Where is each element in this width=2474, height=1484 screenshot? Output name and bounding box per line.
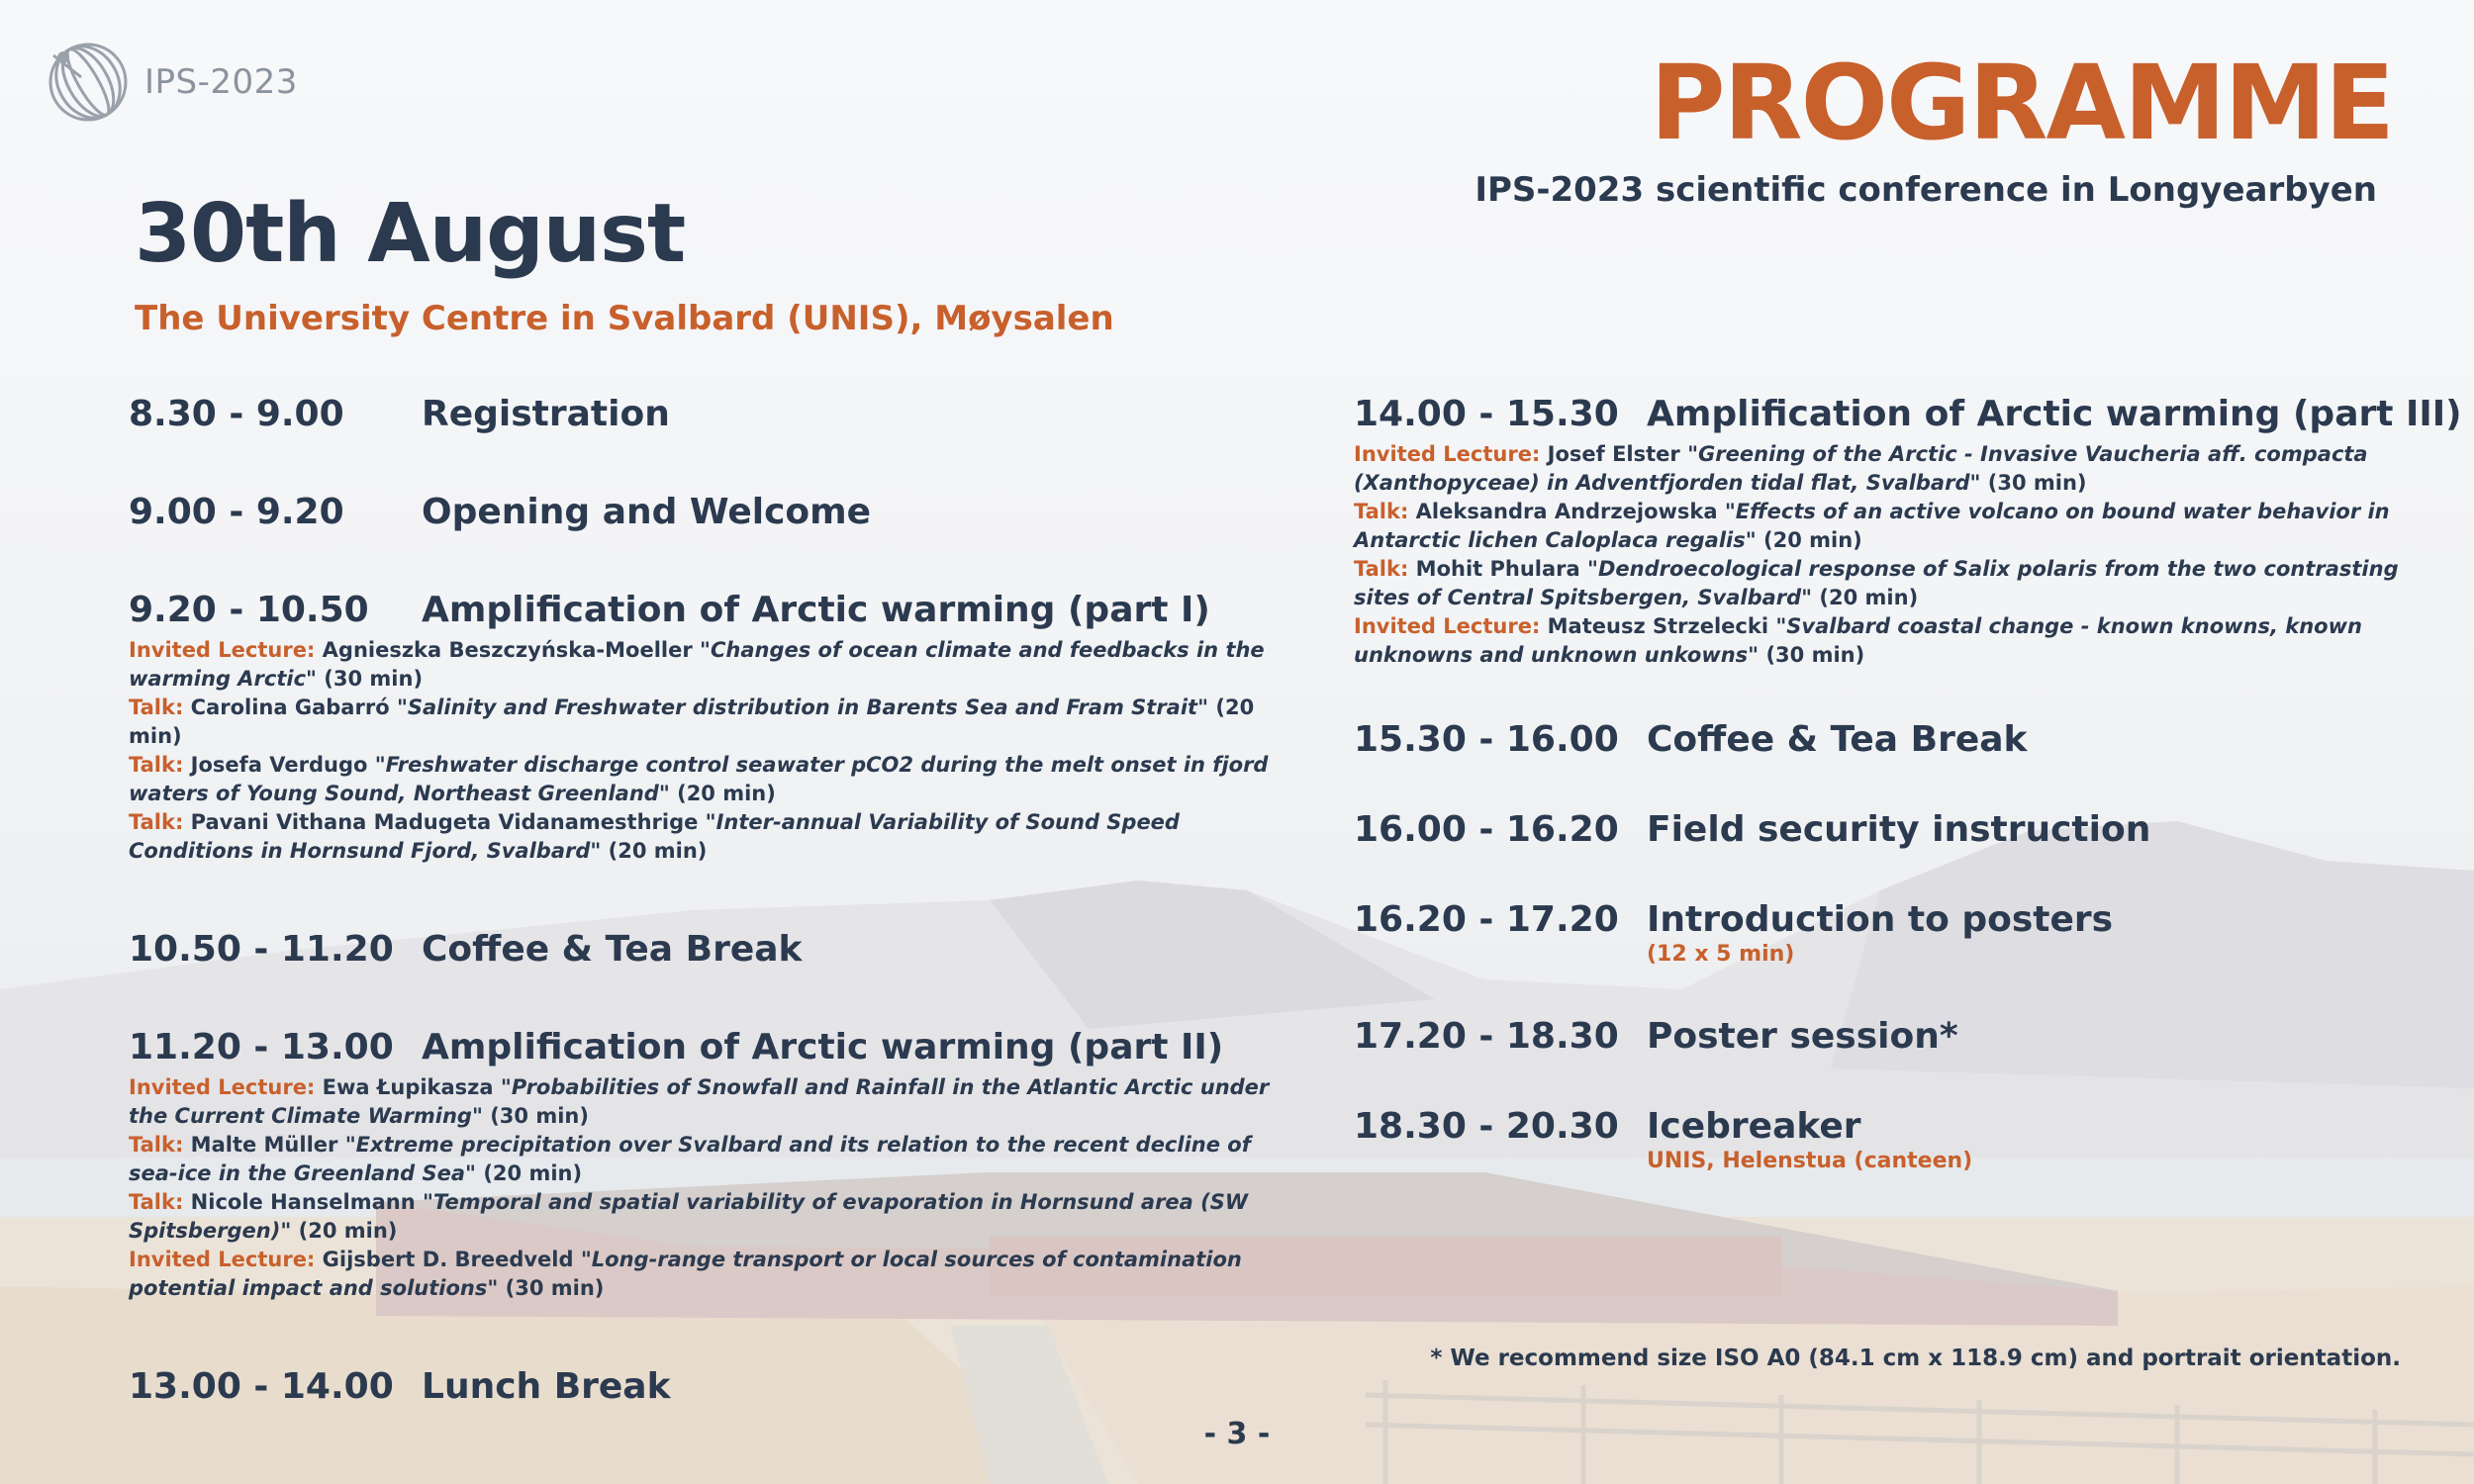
session-title: Field security instruction <box>1647 809 2151 850</box>
session-time: 16.20 - 17.20 <box>1354 899 1619 940</box>
session-title: Lunch Break <box>422 1366 671 1407</box>
talk-item <box>129 694 1277 751</box>
talk-speaker: Agnieszka Beszczyńska-Moeller <box>322 638 693 662</box>
session-block <box>129 1027 1277 1303</box>
session-block <box>1354 899 2403 967</box>
talk-list <box>129 636 1277 866</box>
header-logo <box>42 36 298 129</box>
talk-speaker: Pavani Vithana Madugeta Vidanamesthrige <box>190 810 699 834</box>
session-block <box>129 1366 1277 1407</box>
session-title: Amplification of Arctic warming (part II) <box>422 1027 1224 1067</box>
talk-duration: (30 min) <box>1987 471 2087 495</box>
talk-speaker: Carolina Gabarró <box>190 696 390 719</box>
talk-duration: (20 min) <box>298 1219 398 1243</box>
talk-speaker: Malte Müller <box>190 1133 338 1157</box>
talk-duration: (20 min) <box>1819 586 1919 609</box>
talk-speaker: Ewa Łupikasza <box>322 1075 494 1099</box>
talk-type: Talk: <box>1354 557 1409 581</box>
talk-title: "Greening of the Arctic - Invasive Vaucheria aff. compacta (Xanthopyceae) in Adventfjorden tidal flat, Svalbard" <box>1354 442 2368 495</box>
talk-speaker: Mateusz Strzelecki <box>1547 614 1769 638</box>
session-time: 9.00 - 9.20 <box>129 492 344 532</box>
session-block <box>1354 719 2403 760</box>
brand-name: IPS-2023 <box>144 62 298 102</box>
talk-speaker: Gijsbert D. Breedveld <box>322 1248 574 1271</box>
talk-duration: (20 min) <box>483 1161 583 1185</box>
session-time: 11.20 - 13.00 <box>129 1027 394 1067</box>
talk-title: "Changes of ocean climate and feedbacks in the warming Arctic" <box>129 638 1265 691</box>
session-note: UNIS, Helenstua (canteen) <box>1647 1149 1973 1173</box>
talk-speaker: Mohit Phulara <box>1415 557 1580 581</box>
talk-duration: (30 min) <box>490 1104 589 1128</box>
talk-duration: (30 min) <box>324 667 424 691</box>
talk-duration: (20 min) <box>1763 528 1862 552</box>
page-subtitle: IPS-2023 scientific conference in Longyearbyen <box>1475 170 2377 210</box>
session-block <box>129 929 1277 970</box>
talk-title: "Freshwater discharge control seawater pCO2 during the melt onset in fjord waters of Young Sound, Northeast Greenland" <box>129 753 1269 805</box>
session-title: Coffee & Tea Break <box>1647 719 2028 760</box>
talk-title: "Inter-annual Variability of Sound Speed Conditions in Hornsund Fjord, Svalbard" <box>129 810 1180 863</box>
page-title: PROGRAMME <box>1650 43 2393 163</box>
talk-item <box>129 1073 1277 1131</box>
session-block <box>1354 394 2462 670</box>
session-time: 16.00 - 16.20 <box>1354 809 1619 850</box>
session-row <box>1354 394 2462 434</box>
talk-type: Invited Lecture: <box>129 1075 316 1099</box>
talk-duration: (30 min) <box>505 1276 605 1300</box>
session-block <box>1354 1016 2403 1057</box>
talk-type: Invited Lecture: <box>129 1248 316 1271</box>
poster-size-footnote: * We recommend size ISO A0 (84.1 cm x 118.9 cm) and portrait orientation. <box>1430 1345 2401 1371</box>
talk-item <box>129 1188 1277 1246</box>
talk-type: Invited Lecture: <box>1354 614 1541 638</box>
session-row <box>1354 1016 2403 1057</box>
talk-title: "Svalbard coastal change - known knowns, known unknowns and unknown unkowns" <box>1354 614 2362 667</box>
schedule-right-column <box>1354 394 2462 1173</box>
session-block <box>1354 809 2403 850</box>
session-row <box>1354 719 2403 760</box>
talk-type: Talk: <box>129 1133 184 1157</box>
talk-item <box>1354 612 2403 670</box>
talk-duration: (20 min) <box>677 782 776 805</box>
schedule-left-column <box>129 394 1277 1407</box>
session-block <box>129 492 1277 532</box>
talk-list <box>129 1073 1277 1303</box>
talk-item <box>129 751 1277 808</box>
session-title: Icebreaker <box>1647 1106 1861 1147</box>
talk-title: "Long-range transport or local sources of contamination potential impact and solutions" <box>129 1248 1242 1300</box>
talk-title: "Extreme precipitation over Svalbard and its relation to the recent decline of sea-ice in the Greenland Sea" <box>129 1133 1251 1185</box>
session-note: (12 x 5 min) <box>1647 942 1795 967</box>
talk-speaker: Josefa Verdugo <box>190 753 368 777</box>
talk-speaker: Nicole Hanselmann <box>190 1190 416 1214</box>
talk-type: Talk: <box>129 1190 184 1214</box>
session-row <box>1354 809 2403 850</box>
talk-title: "Effects of an active volcano on bound water behavior in Antarctic lichen Caloplaca regalis" <box>1354 500 2390 552</box>
session-time: 13.00 - 14.00 <box>129 1366 394 1407</box>
talk-item <box>1354 440 2403 498</box>
talk-type: Talk: <box>129 696 184 719</box>
session-row <box>129 1366 1277 1407</box>
session-title: Introduction to posters <box>1647 899 2114 940</box>
session-title: Poster session* <box>1647 1016 1958 1057</box>
session-row <box>129 492 1277 532</box>
talk-duration: (20 min) <box>129 696 1255 748</box>
globe-logo-icon <box>42 36 135 129</box>
talk-item <box>1354 555 2403 612</box>
session-title: Registration <box>422 394 670 434</box>
session-time: 14.00 - 15.30 <box>1354 394 1619 434</box>
session-title: Opening and Welcome <box>422 492 872 532</box>
talk-duration: (30 min) <box>1765 643 1865 667</box>
session-time: 18.30 - 20.30 <box>1354 1106 1619 1147</box>
talk-duration: (20 min) <box>608 839 708 863</box>
session-row <box>1354 899 2403 940</box>
session-row <box>129 929 1277 970</box>
session-row <box>129 394 1277 434</box>
session-time: 15.30 - 16.00 <box>1354 719 1619 760</box>
talk-title: "Temporal and spatial variability of evaporation in Hornsund area (SW Spitsbergen)" <box>129 1190 1249 1243</box>
talk-item <box>129 1131 1277 1188</box>
talk-type: Talk: <box>1354 500 1409 523</box>
session-time: 9.20 - 10.50 <box>129 590 369 630</box>
session-row <box>1354 1106 2403 1147</box>
talk-type: Invited Lecture: <box>129 638 316 662</box>
talk-type: Talk: <box>129 810 184 834</box>
page-number: - 3 - <box>1203 1417 1271 1451</box>
talk-item <box>1354 498 2403 555</box>
session-row <box>129 590 1277 630</box>
session-time: 17.20 - 18.30 <box>1354 1016 1619 1057</box>
session-title: Amplification of Arctic warming (part III) <box>1647 394 2462 434</box>
session-time: 10.50 - 11.20 <box>129 929 394 970</box>
session-block <box>1354 1106 2403 1173</box>
talk-speaker: Josef Elster <box>1547 442 1680 466</box>
session-block <box>129 394 1277 434</box>
talk-speaker: Aleksandra Andrzejowska <box>1415 500 1718 523</box>
session-title: Coffee & Tea Break <box>422 929 803 970</box>
talk-item <box>129 808 1277 866</box>
talk-type: Invited Lecture: <box>1354 442 1541 466</box>
day-venue: The University Centre in Svalbard (UNIS), Møysalen <box>135 299 1114 338</box>
session-row <box>129 1027 1277 1067</box>
talk-list <box>1354 440 2403 670</box>
talk-title: "Salinity and Freshwater distribution in Barents Sea and Fram Strait" <box>396 696 1209 719</box>
talk-item <box>129 636 1277 694</box>
session-time: 8.30 - 9.00 <box>129 394 344 434</box>
session-block <box>129 590 1277 866</box>
session-title: Amplification of Arctic warming (part I) <box>422 590 1210 630</box>
day-date: 30th August <box>135 187 686 281</box>
talk-type: Talk: <box>129 753 184 777</box>
talk-title: "Dendroecological response of Salix polaris from the two contrasting sites of Central Spitsbergen, Svalbard" <box>1354 557 2399 609</box>
talk-title: "Probabilities of Snowfall and Rainfall in the Atlantic Arctic under the Current Climate Warming" <box>129 1075 1270 1128</box>
talk-item <box>129 1246 1277 1303</box>
